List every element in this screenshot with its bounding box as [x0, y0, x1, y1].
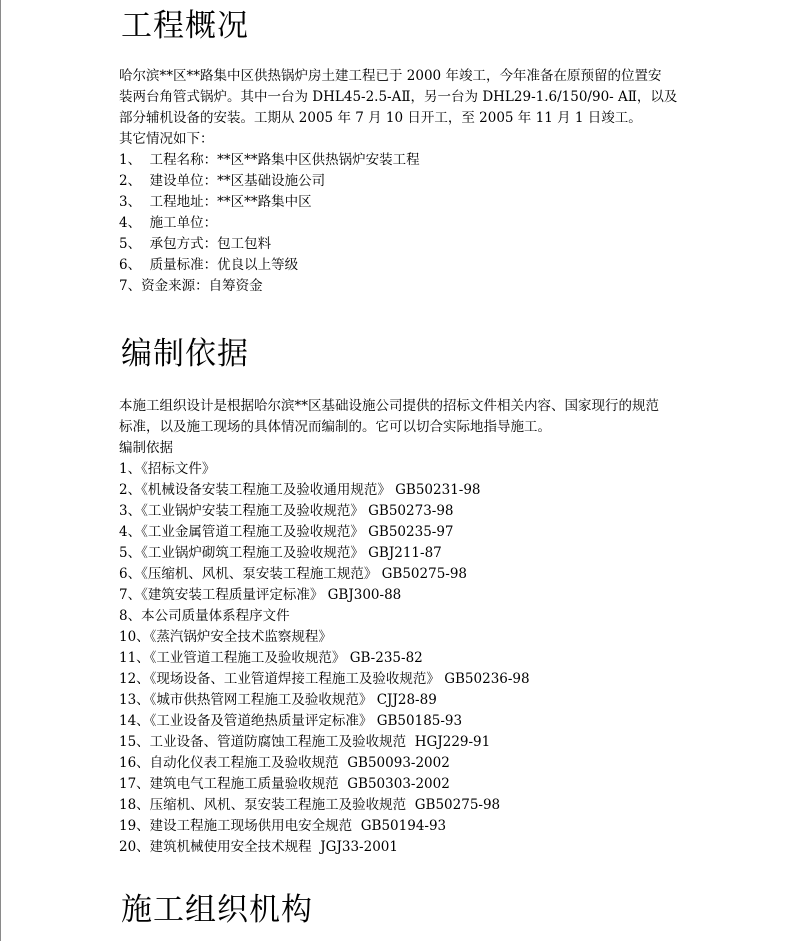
list-item: 其它情况如下： — [119, 131, 214, 147]
list-item: 12、《现场设备、工业管道焊接工程施工及验收规范》 GB50236-98 — [119, 671, 530, 687]
list-item: 15、工业设备、管道防腐蚀工程施工及验收规范 HGJ229-91 — [119, 734, 491, 750]
page-left-border — [0, 0, 1, 941]
basis-paragraph: 本施工组织设计是根据哈尔滨**区基础设施公司提供的招标文件相关内容、国家现行的规范 标准，以及施工现场的具体情况而编制的。它可以切合实际地指导施工。 — [119, 398, 659, 435]
list-item: 6、《压缩机、风机、泵安装工程施工规范》 GB50275-98 — [119, 566, 468, 582]
overview-list — [119, 129, 420, 297]
list-item: 4、 施工单位： — [119, 215, 218, 231]
list-item: 7、资金来源：自筹资金 — [119, 278, 263, 294]
list-item: 14、《工业设备及管道绝热质量评定标准》 GB50185-93 — [119, 713, 463, 729]
list-item: 17、建筑电气工程施工质量验收规范 GB50303-2002 — [119, 776, 450, 792]
list-item: 2、 建设单位：**区基础设施公司 — [119, 173, 326, 189]
list-item: 8、本公司质量体系程序文件 — [119, 608, 290, 624]
list-item: 4、《工业金属管道工程施工及验收规范》 GB50235-97 — [119, 524, 454, 540]
list-item: 5、 承包方式：包工包料 — [119, 236, 272, 252]
list-item: 7、《建筑安装工程质量评定标准》 GBJ300-88 — [119, 587, 402, 603]
list-item: 5、《工业锅炉砌筑工程施工及验收规范》 GBJ211-87 — [119, 545, 442, 561]
list-item: 3、《工业锅炉安装工程施工及验收规范》 GB50273-98 — [119, 503, 454, 519]
overview-paragraph: 哈尔滨**区**路集中区供热锅炉房土建工程已于 2000 年竣工，今年准备在原预留的位置安 装两台角管式锅炉。其中一台为 DHL45-2.5-AⅡ，另一台为 DHL29-1.6/150/90- AⅡ，以及 部分辅机设备的安装。工期从 2005 年 7 月 10 日开工，至 2005 年 11 月 1 日竣工。 — [119, 68, 678, 126]
list-item: 6、 质量标准：优良以上等级 — [119, 257, 299, 273]
list-item: 1、《招标文件》 — [119, 461, 216, 477]
list-item: 16、自动化仪表工程施工及验收规范 GB50093-2002 — [119, 755, 450, 771]
section-title-overview: 工程概况 — [121, 8, 249, 44]
list-item: 20、建筑机械使用安全技术规程 JGJ33-2001 — [119, 839, 398, 855]
list-item: 3、 工程地址：**区**路集中区 — [119, 194, 312, 210]
basis-list — [119, 438, 530, 858]
section-title-organization: 施工组织机构 — [121, 892, 313, 928]
list-item: 19、建设工程施工现场供用电安全规范 GB50194-93 — [119, 818, 447, 834]
list-item: 11、《工业管道工程施工及验收规范》 GB-235-82 — [119, 650, 423, 666]
list-item: 2、《机械设备安装工程施工及验收通用规范》 GB50231-98 — [119, 482, 481, 498]
list-item: 编制依据 — [119, 440, 173, 456]
list-item: 13、《城市供热管网工程施工及验收规范》 CJJ28-89 — [119, 692, 437, 708]
section-title-basis: 编制依据 — [121, 336, 249, 372]
list-item: 18、压缩机、风机、泵安装工程施工及验收规范 GB50275-98 — [119, 797, 501, 813]
list-item: 10、《蒸汽锅炉安全技术监察规程》 — [119, 629, 332, 645]
list-item: 1、 工程名称：**区**路集中区供热锅炉安装工程 — [119, 152, 420, 168]
